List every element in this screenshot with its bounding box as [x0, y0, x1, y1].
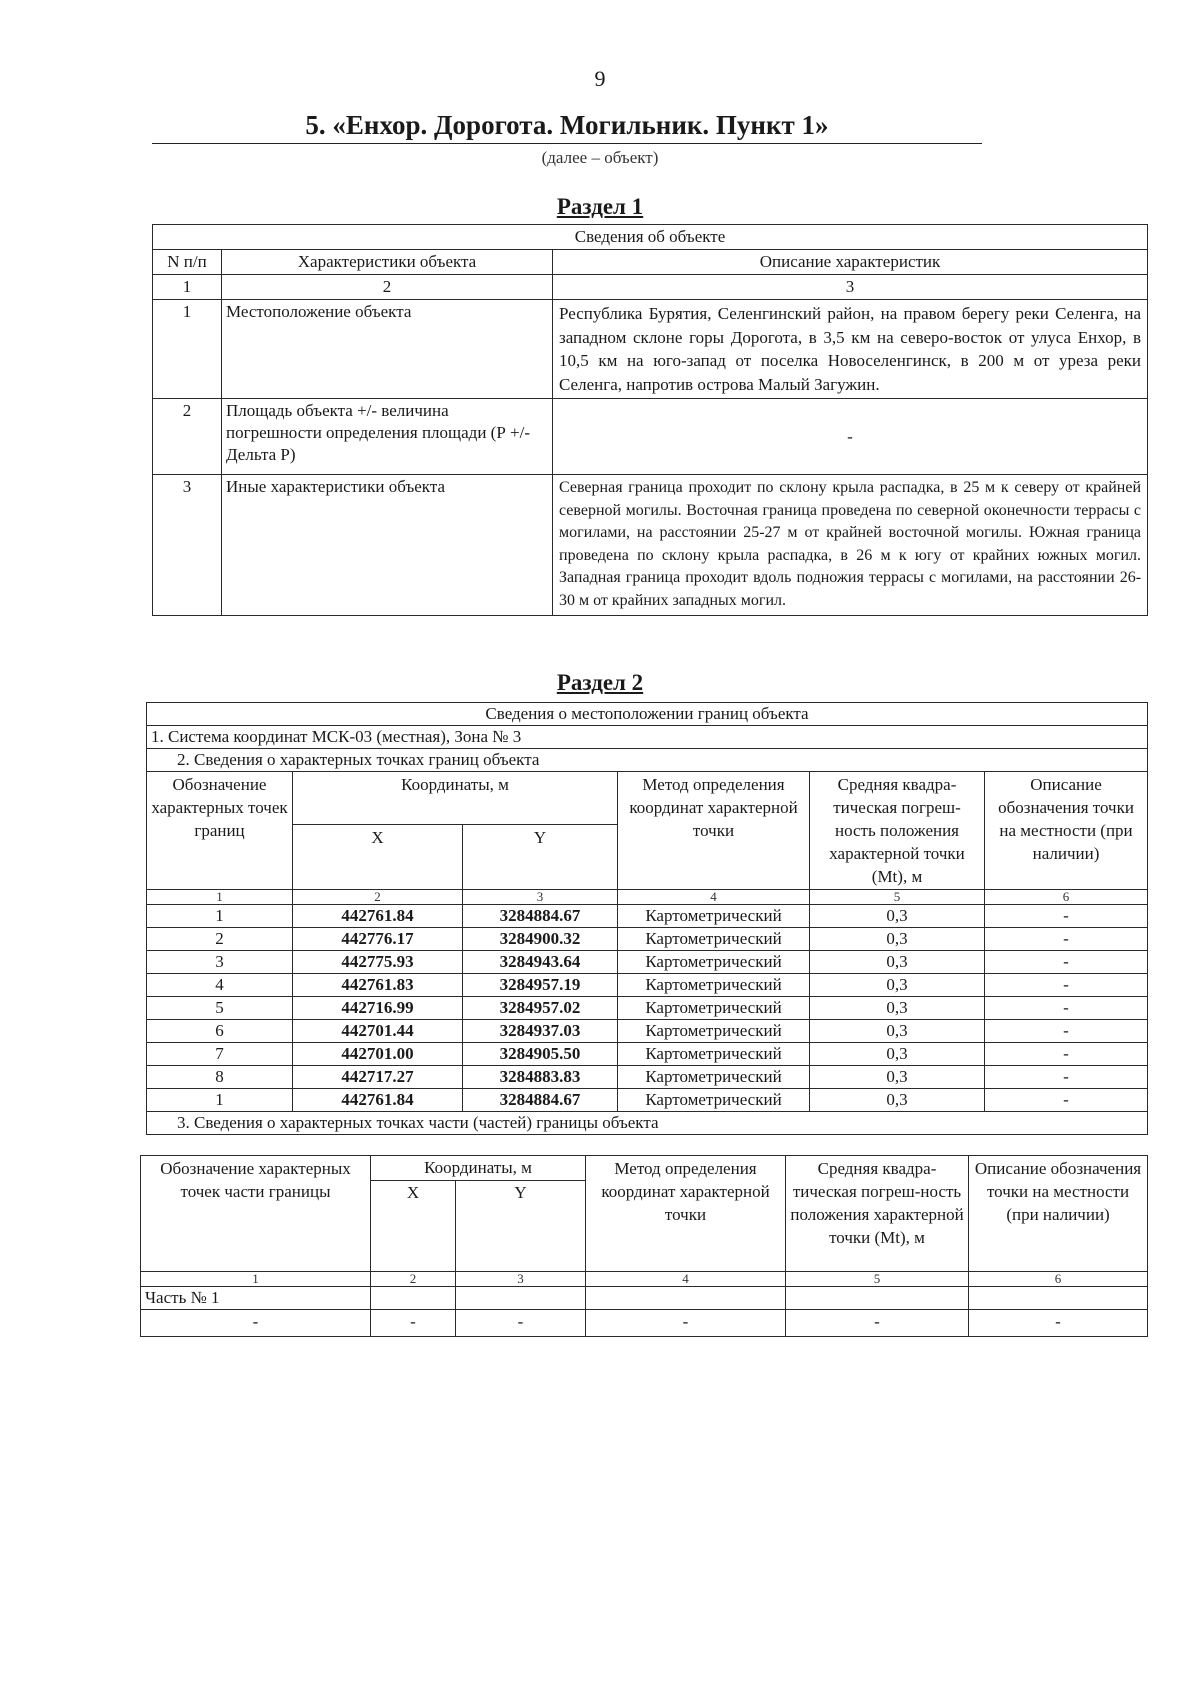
point-method: Картометрический	[618, 1066, 810, 1089]
header-coordinates: Координаты, м	[293, 772, 618, 825]
points-subtitle: 2. Сведения о характерных точках границ объекта	[147, 749, 1148, 772]
parts-subtitle: 3. Сведения о характерных точках части (частей) границы объекта	[147, 1112, 1148, 1135]
table-title: Сведения об объекте	[153, 225, 1148, 250]
column-number: 3	[463, 890, 618, 905]
point-description: -	[985, 974, 1148, 997]
part-point-method: -	[586, 1310, 786, 1337]
point-method: Картометрический	[618, 1089, 810, 1112]
column-number: 1	[147, 890, 293, 905]
point-id: 4	[147, 974, 293, 997]
point-method: Картометрический	[618, 974, 810, 997]
header-point-description: Описание обозначения точки на местности (при наличии)	[985, 772, 1148, 890]
column-number: 5	[810, 890, 985, 905]
point-description: -	[985, 1089, 1148, 1112]
point-id: 8	[147, 1066, 293, 1089]
point-x: 442761.84	[293, 905, 463, 928]
point-id: 2	[147, 928, 293, 951]
header-x: X	[293, 824, 463, 889]
point-description: -	[985, 928, 1148, 951]
point-error: 0,3	[810, 1020, 985, 1043]
section2-title: Раздел 2	[556, 670, 644, 695]
point-method: Картометрический	[618, 997, 810, 1020]
column-number: 2	[293, 890, 463, 905]
column-number: 3	[456, 1272, 586, 1287]
characteristic-description: -	[553, 399, 1148, 475]
table-row	[153, 475, 1148, 616]
point-error: 0,3	[810, 1066, 985, 1089]
point-description: -	[985, 905, 1148, 928]
header-y: Y	[456, 1181, 586, 1272]
table-row	[147, 928, 1148, 951]
point-error: 0,3	[810, 951, 985, 974]
point-error: 0,3	[810, 974, 985, 997]
point-error: 0,3	[810, 928, 985, 951]
column-number: 6	[969, 1272, 1148, 1287]
point-description: -	[985, 951, 1148, 974]
point-method: Картометрический	[618, 951, 810, 974]
row-number: 1	[153, 300, 222, 399]
point-id: 1	[147, 905, 293, 928]
point-id: 7	[147, 1043, 293, 1066]
point-error: 0,3	[810, 905, 985, 928]
point-method: Картометрический	[618, 1043, 810, 1066]
part-point-id: -	[141, 1310, 371, 1337]
point-method: Картометрический	[618, 928, 810, 951]
table-row	[147, 1066, 1148, 1089]
table-row	[147, 1043, 1148, 1066]
point-method: Картометрический	[618, 1020, 810, 1043]
point-description: -	[985, 997, 1148, 1020]
point-error: 0,3	[810, 997, 985, 1020]
part-label: Часть № 1	[141, 1287, 371, 1310]
table-row	[147, 951, 1148, 974]
point-x: 442761.83	[293, 974, 463, 997]
point-y: 3284957.02	[463, 997, 618, 1020]
point-id: 5	[147, 997, 293, 1020]
point-y: 3284884.67	[463, 1089, 618, 1112]
point-y: 3284905.50	[463, 1043, 618, 1066]
table-row	[147, 1089, 1148, 1112]
header-method: Метод определения координат характерной точки	[618, 772, 810, 890]
header-coordinates: Координаты, м	[371, 1156, 586, 1181]
header-characteristics: Характеристики объекта	[222, 250, 553, 275]
column-number: 5	[786, 1272, 969, 1287]
header-x: X	[371, 1181, 456, 1272]
characteristic-name: Площадь объекта +/- величина погрешности определения площади (Р +/- Дельта Р)	[222, 399, 553, 475]
header-error: Средняя квадра-тическая погреш-ность положения характерной точки (Mt), м	[786, 1156, 969, 1272]
row-number: 2	[153, 399, 222, 475]
part-point-description: -	[969, 1310, 1148, 1337]
point-y: 3284943.64	[463, 951, 618, 974]
point-id: 1	[147, 1089, 293, 1112]
part-point-error: -	[786, 1310, 969, 1337]
table-row	[147, 997, 1148, 1020]
header-error: Средняя квадра-тическая погреш-ность положения характерной точки (Mt), м	[810, 772, 985, 890]
column-number: 1	[141, 1272, 371, 1287]
point-description: -	[985, 1020, 1148, 1043]
point-y: 3284883.83	[463, 1066, 618, 1089]
document-subtitle: (далее – объект)	[541, 148, 659, 167]
point-description: -	[985, 1043, 1148, 1066]
point-id: 6	[147, 1020, 293, 1043]
boundary-parts-table	[140, 1155, 1148, 1337]
point-x: 442701.00	[293, 1043, 463, 1066]
column-number: 2	[222, 275, 553, 300]
column-number: 2	[371, 1272, 456, 1287]
point-y: 3284957.19	[463, 974, 618, 997]
characteristic-description: Республика Бурятия, Селенгинский район, на правом берегу реки Селенга, на западном склоне горы Дорогота, в 3,5 км на северо-восток от улуса Енхор, в 10,5 км на юго-запад от поселка Новоселенгинск, в 200 м от уреза реки Селенга, напротив острова Малый Загужин.	[553, 300, 1148, 399]
table-row	[141, 1287, 1148, 1310]
point-x: 442717.27	[293, 1066, 463, 1089]
table-row	[141, 1310, 1148, 1337]
characteristic-name: Иные характеристики объекта	[222, 475, 553, 616]
point-error: 0,3	[810, 1043, 985, 1066]
point-y: 3284900.32	[463, 928, 618, 951]
document-title: 5. «Енхор. Дорогота. Могильник. Пункт 1»	[152, 110, 982, 144]
point-x: 442775.93	[293, 951, 463, 974]
point-x: 442701.44	[293, 1020, 463, 1043]
point-y: 3284937.03	[463, 1020, 618, 1043]
column-number: 3	[553, 275, 1148, 300]
column-number: 4	[586, 1272, 786, 1287]
point-method: Картометрический	[618, 905, 810, 928]
coordinate-system: 1. Система координат МСК-03 (местная), Зона № 3	[147, 726, 1148, 749]
characteristic-name: Местоположение объекта	[222, 300, 553, 399]
boundary-points-table	[146, 702, 1148, 1135]
part-point-y: -	[456, 1310, 586, 1337]
header-number: N п/п	[153, 250, 222, 275]
header-designation: Обозначение характерных точек границ	[147, 772, 293, 890]
table-row	[147, 905, 1148, 928]
point-error: 0,3	[810, 1089, 985, 1112]
table-row	[153, 300, 1148, 399]
header-designation: Обозначение характерных точек части границы	[141, 1156, 371, 1272]
header-y: Y	[463, 824, 618, 889]
header-description: Описание характеристик	[553, 250, 1148, 275]
section1-title: Раздел 1	[556, 194, 644, 219]
point-x: 442761.84	[293, 1089, 463, 1112]
header-method: Метод определения координат характерной точки	[586, 1156, 786, 1272]
point-id: 3	[147, 951, 293, 974]
point-x: 442716.99	[293, 997, 463, 1020]
table-row	[147, 974, 1148, 997]
page-number: 9	[594, 66, 606, 91]
table-row	[147, 1020, 1148, 1043]
characteristic-description: Северная граница проходит по склону крыла распадка, в 25 м к северу от крайней северной могилы. Восточная граница проведена по северной оконечности террасы с могилами, на расстоянии 25-27 м от крайней восточной могилы. Южная граница проведена по склону крыла распадка, в 26 м к югу от крайних южных могил. Западная граница проходит вдоль подножия террасы с могилами, на расстоянии 26-30 м от крайних западных могил.	[553, 475, 1148, 616]
table-row	[153, 399, 1148, 475]
column-number: 1	[153, 275, 222, 300]
object-info-table	[152, 224, 1148, 616]
column-number: 6	[985, 890, 1148, 905]
point-description: -	[985, 1066, 1148, 1089]
point-x: 442776.17	[293, 928, 463, 951]
row-number: 3	[153, 475, 222, 616]
table-title: Сведения о местоположении границ объекта	[147, 703, 1148, 726]
column-number: 4	[618, 890, 810, 905]
part-point-x: -	[371, 1310, 456, 1337]
header-point-description: Описание обозначения точки на местности (при наличии)	[969, 1156, 1148, 1272]
point-y: 3284884.67	[463, 905, 618, 928]
